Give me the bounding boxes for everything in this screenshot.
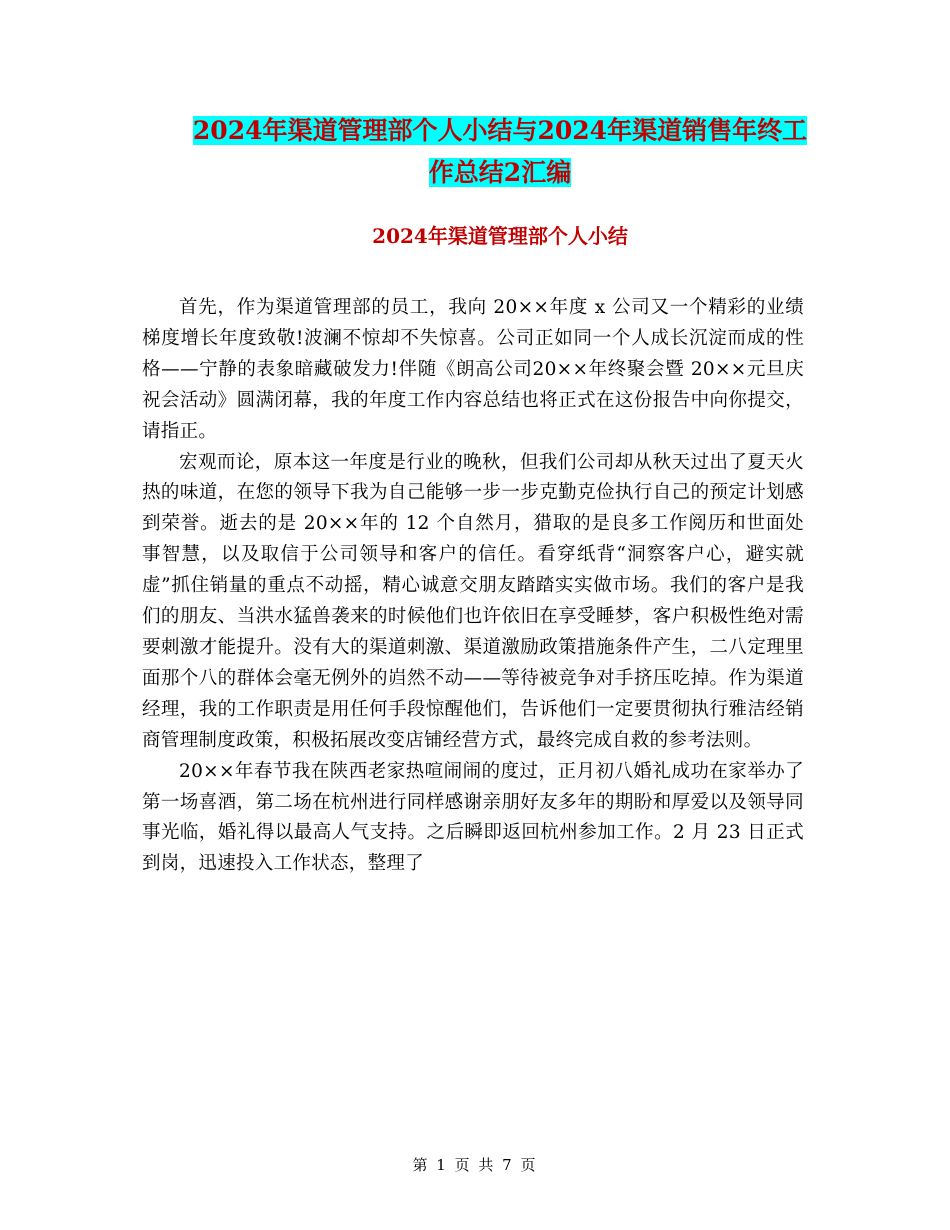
body-paragraph-1: 首先，作为渠道管理部的员工，我向 20××年度 x 公司又一个精彩的业绩梯度增长年度致敬!波澜不惊却不失惊喜。公司正如同一个人成长沉淀而成的性格——宁静的表象暗藏破发力!伴随《朗高公司20××年终聚会暨 20××元旦庆祝会活动》圆满闭幕，我的年度工作内容总结也将正式在这份报告中向你提交，请指正。 [142,297,804,442]
body-paragraph-2: 宏观而论，原本这一年度是行业的晚秋，但我们公司却从秋天过出了夏天火热的味道，在您的领导下我为自己能够一步一步克勤克俭执行自己的预定计划感到荣誉。逝去的是 20××年的 12 个自然月，猎取的是良多工作阅历和世面处事智慧，以及取信于公司领导和客户的信任。看穿纸背“洞察客户心，避实就虚”抓住销量的重点不动摇，精心诚意交朋友踏踏实实做市场。我们的客户是我们的朋友、当洪水猛兽袭来的时候他们也许依旧在享受睡梦，客户积极性绝对需要刺激才能提升。没有大的渠道刺激、渠道激励政策措施条件产生，二八定理里面那个八的群体会毫无例外的岿然不动——等待被竞争对手挤压吃掉。作为渠道经理，我的工作职责是用任何手段惊醒他们，告诉他们一定要贯彻执行雅洁经销商管理制度政策，积极拓展改变店铺经营方式，最终完成自救的参考法则。 [142,451,804,751]
document-title-line2: 作总结2汇编 [428,158,572,187]
body-paragraph-3: 20××年春节我在陕西老家热喧闹闹的度过，正月初八婚礼成功在家举办了第一场喜酒，第二场在杭州进行同样感谢亲朋好友多年的期盼和厚爱以及领导同事光临，婚礼得以最高人气支持。之后瞬即返回杭州参加工作。2 月 23 日正式到岗，迅速投入工作状态，整理了 [142,760,804,875]
document-title-line1: 2024年渠道管理部个人小结与2024年渠道销售年终工 [192,116,808,145]
section-heading: 2024年渠道管理部个人小结 [372,224,628,248]
document-body [142,293,804,880]
document-title [140,110,860,194]
page-footer: 第 1 页 共 7 页 [412,1156,538,1174]
